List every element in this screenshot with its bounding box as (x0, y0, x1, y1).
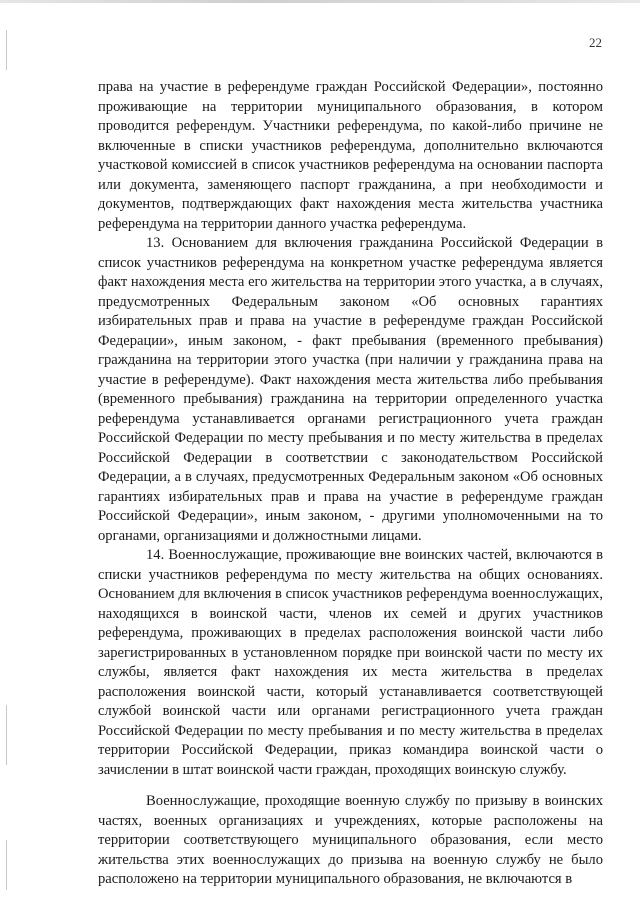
scan-left-edge-mark (6, 840, 7, 890)
paragraph-item-14: 14. Военнослужащие, проживающие вне воинских частей, включаются в списки участников референдума по месту жительства на общих основаниях. Основанием для включения в список участников референдума военнослужащих, находящихся в воинской части, членов их семей и других участников референдума, проживающих в пределах расположения воинской части либо зарегистрированных в установленном порядке при воинской части по месту их службы, является факт нахождения их места жительства в пределах расположения воинской части, который устанавливается соответствующей службой воинской части или органами регистрационного учета граждан Российской Федерации по месту пребывания и по месту жительства в пределах территории Российской Федерации, приказ командира воинской части о зачислении в штат воинской части граждан, проходящих воинскую службу. (98, 547, 603, 778)
paragraph-conscripts: Военнослужащие, проходящие военную службу по призыву в воинских частях, военных организациях и учреждениях, которые расположены на территории соответствующего муниципального образования, если место жительства этих военнослужащих до призыва на военную службу не было расположено на территории муниципального образования, не включаются в (98, 793, 603, 887)
paragraph-continuation: права на участие в референдуме граждан Российской Федерации», постоянно проживающие на территории муниципального образования, в котором проводится референдум. Участники референдума, по какой-либо причине не включенные в списки участников референдума, дополнительно включаются участковой комиссией в список участников референдума на основании паспорта или документа, заменяющего паспорт гражданина, а при необходимости и документов, подтверждающих факт нахождения места жительства участника референдума на территории данного участка референдума. (98, 79, 603, 232)
document-body (98, 78, 603, 890)
page-number: 22 (589, 35, 602, 50)
scan-left-edge-mark (6, 30, 7, 70)
scan-top-edge (0, 0, 640, 3)
paragraph-item-13: 13. Основанием для включения гражданина Российской Федерации в список участников референдума на конкретном участке референдума является факт нахождения места его жительства на территории этого участка, а в случаях, предусмотренных Федеральным законом «Об основных гарантиях избирательных прав и права на участие в референдуме граждан Российской Федерации», иным законом, - факт пребывания (временного пребывания) гражданина на территории этого участка (при наличии у гражданина права на участие в референдуме). Факт нахождения места жительства либо пребывания (временного пребывания) гражданина на территории определенного участка референдума устанавливается органами регистрационного учета граждан Российской Федерации по месту пребывания и по месту жительства в пределах Российской Федерации в соответствии с законодательством Российской Федерации, а в случаях, предусмотренных Федеральным законом «Об основных гарантиях избирательных прав и права на участие в референдуме граждан Российской Федерации», иным законом, - другими уполномоченными на то органами, организациями и должностными лицами. (98, 235, 603, 544)
scan-left-edge-mark (6, 705, 7, 765)
